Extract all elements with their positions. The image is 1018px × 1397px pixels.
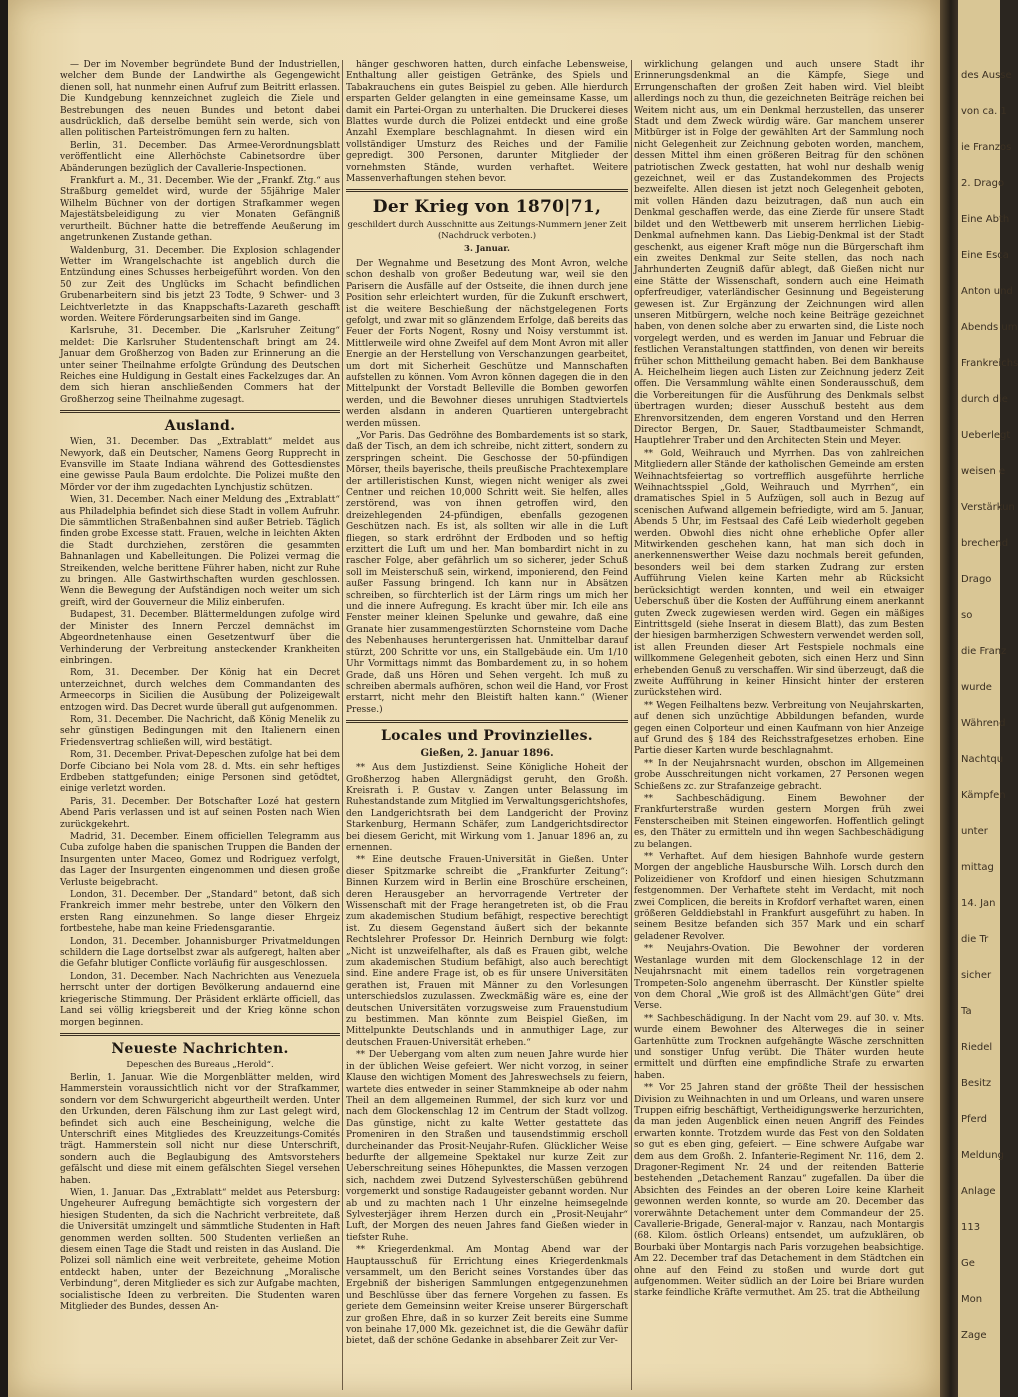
article-paragraph: — Der im November begründete Bund der Industriellen, welcher dem Bunde der Landwirthe als Gegengewicht dienen soll, hat nunmehr einen Aufruf zum Beitritt erlassen. Die Kundgebung kennzeichnet zugleich die Ziele und Bestrebungen des neuen Bundes und betont dabei ausdrücklich, daß derselbe bemüht sein werde, sich von allen politischen Parteiströmungen fern zu halten. (60, 60, 340, 139)
adjacent-page-fragment: brechend (961, 538, 1009, 549)
adjacent-page-fragment: Abends um (961, 322, 1018, 333)
scan-edge (0, 0, 8, 1397)
adjacent-page-fragment: Ueberlegt (961, 430, 1011, 441)
article-paragraph: Frankfurt a. M., 31. December. Wie der „Frankf. Ztg.“ aus Straßburg gemeldet wird, wurde der 55jährige Maler Wilhelm Büchner von der dortigen Strafkammer wegen Majestätsbeleidigung zu vier Monaten Gefängniß verurtheilt. Büchner hatte die betreffende Aeußerung im angetrunkenen Zustande gethan. (60, 176, 340, 244)
adjacent-page-fragment: ie Franzos (961, 142, 1012, 153)
article-paragraph: Budapest, 31. December. Blättermeldungen zufolge wird der Minister des Innern Perczel demnächst im Abgeordnetenhause einen Gesetzentwurf über die Verhinderung der Verbreitung ansteckender Krankheiten einbringen. (60, 610, 340, 666)
article-paragraph: Madrid, 31. December. Einem officiellen Telegramm aus Cuba zufolge haben die spanischen Truppen die Banden der Insurgenten unter Maceo, Gomez und Rodriguez verfolgt, das Lager der Insurgenten eingenommen und diesen große Verluste beigebracht. (60, 832, 340, 888)
article-paragraph: London, 31. December. Der „Standard“ betont, daß sich Frankreich immer mehr bestrebe, unter den Völkern den ersten Rang einzunehmen. So lange dieser Ehrgeiz fortbestehe, habe man keine Friedensgarantie. (60, 890, 340, 935)
article-paragraph: Berlin, 1. Januar. Wie die Morgenblätter melden, wird Hammerstein voraussichtlich nicht vor der Strafkammer, sondern vor dem Schwurgericht abgeurtheilt werden. Unter den Urkunden, deren Fälschung ihm zur Last gelegt wird, befindet sich auch eine Bescheinigung, welche die Unterschrift eines Mitgliedes des Kreuzzeitungs-Comités trägt. Hammerstein soll nicht nur diese Unterschrift, sondern auch die Beglaubigung des Amtsvorstehers gefälscht und diese mit einem gefälschten Siegel versehen haben. (60, 1072, 340, 1186)
newspaper-page (8, 0, 940, 1397)
adjacent-page-fragment: des Ausse (961, 70, 1012, 81)
adjacent-page-fragment: Besitz (961, 1078, 992, 1089)
adjacent-page-fragment: Frankreichs (961, 358, 1018, 369)
krieg-heading: Der Krieg von 1870|71, (372, 197, 602, 218)
section-divider (346, 189, 628, 192)
article-paragraph: Waldenburg, 31. December. Die Explosion schlagender Wetter im Wrangelschachte ist angeblich durch die Entzündung eines Schusses herbeigeführt worden. Von den 50 zur Zeit des Unglücks im Schacht befindlichen Grubenarbeitern sind bis jetzt 23 Todte, 9 Schwer- und 3 Leichtverletzte in das Knappschafts-Lazareth geschafft worden. Weitere Förderungsarbeiten sind im Gange. (60, 245, 340, 324)
adjacent-page-fragment: Ta (961, 1006, 972, 1017)
adjacent-page-fragment: von ca. 1 (961, 106, 1007, 117)
column-2 (346, 60, 628, 1390)
article-paragraph: Rom, 31. December. Privat-Depeschen zufolge hat bei dem Dorfe Cibciano bei Nola vom 28. d. Mts. ein sehr heftiges Erdbeben stattgefunden; einige Personen sind getödtet, einige verletzt worden. (60, 750, 340, 795)
article-paragraph: ** Eine deutsche Frauen-Universität in Gießen. Unter dieser Spitzmarke schreibt die „Frankfurter Zeitung“: Binnen Kurzem wird in Berlin eine Broschüre erscheinen, deren Herausgeber an hervorragende Vertreter der Wissenschaft mit der Frage herangetreten ist, ob die Frau zum akademischen Studium befähigt, respective berechtigt ist. Zu diesem Gegenstand äußert sich der bekannte Rechtslehrer Professor Dr. Heinrich Dernburg wie folgt: „Nicht ist unzweifelhafter, als daß es Frauen gibt, welche zum akademischen Studium befähigt, also auch berechtigt sind. Eine andere Frage ist, ob es für unsere Universitäten gerathen ist, Frauen mit Männer zu den Vorlesungen unterschiedslos zuzulassen. Zweckmäßig wäre es, eine der deutschen Universitäten vorzugsweise zum Frauenstudium zu bestimmen. Man könnte zum Beispiel Gießen, im Mittelpunkte Deutschlands und in anmuthiger Lage, zur deutschen Frauen-Universität erheben.“ (346, 855, 628, 1048)
adjacent-page-fragment: die Franz (961, 646, 1007, 657)
adjacent-page-fragment: Zage (961, 1330, 987, 1341)
adjacent-page-fragment: 2. Drago (961, 178, 1005, 189)
adjacent-page-fragment: Verstärkun (961, 502, 1015, 513)
adjacent-page-fragment: unter (961, 826, 988, 837)
ausland-heading: Ausland. (164, 418, 236, 435)
ausland-articles (60, 437, 340, 1029)
adjacent-page-fragment: Eine Esca (961, 250, 1009, 261)
article-paragraph: Berlin, 31. December. Das Armee-Verordnungsblatt veröffentlicht eine Allerhöchste Cabinetsordre über Abänderungen bezüglich der Cavallerie-Inspectionen. (60, 140, 340, 174)
article-paragraph: Karlsruhe, 31. December. Die „Karlsruher Zeitung“ meldet: Die Karlsruher Studentenschaft bringt am 24. Januar dem Großherzog von Baden zur Erinnerung an die unter seiner Theilnahme erfolgte Gründung des Deutschen Reiches eine Huldigung in Gestalt eines Fackelzuges dar. An dem sich hieran anschließenden Commers hat der Großherzog seine Theilnahme zugesagt. (60, 326, 340, 405)
section-divider (60, 410, 340, 413)
column-1 (60, 60, 340, 1390)
column-rule (342, 60, 343, 1390)
locales-dateline: Gießen, 2. Januar 1896. (420, 748, 554, 760)
adjacent-page-fragment: Anton und (961, 286, 1013, 297)
column-rule (631, 60, 632, 1390)
col1-top-articles (60, 60, 340, 406)
adjacent-page-fragment: 14. Jan (961, 898, 996, 909)
section-divider (60, 1033, 340, 1036)
adjacent-page-fragment: Pferd (961, 1114, 987, 1125)
krieg-subheading: geschildert durch Ausschnitte aus Zeitungs-Nummern jener Zeit (Nachdruck verboten.) (347, 220, 627, 242)
adjacent-page-fragment: Anlage (961, 1186, 996, 1197)
neueste-heading: Neueste Nachrichten. (111, 1040, 289, 1057)
article-paragraph: wirklichung gelangen und auch unsere Stadt ihr Erinnerungsdenkmal an die Kämpfe, Siege und Errungenschaften der großen Zeit haben wird. Viel bleibt allerdings noch zu thun, die gezeichneten Beiträge reichen bei Weitem nicht aus, um ein Denkmal herzustellen, das unserer Stadt und dem Zweck würdig wäre. Gar manchem unserer Mitbürger ist in Folge der gewählten Art der Sammlung noch nicht Gelegenheit zur Zeichnung geboten worden, manchem, dessen Mittel ihm einen größeren Beitrag für den schönen patriotischen Zweck gestatten, hat wohl nur deshalb wenig gezeichnet, weil er das Zustandekommen des Projects bezweifelte. Allen diesen ist jetzt noch Gelegenheit geboten, mit vollen Händen dazu beizutragen, daß nun auch ein Denkmal geschaffen werde, das eine Zierde für unsere Stadt bildet und den Wettbewerb mit unserem herrlichen Liebig-Denkmal aufnehmen kann. Das Liebig-Denkmal ist der Stadt geschenkt, aus eigener Kraft möge nun die Bürgerschaft ihm ein zweites Denkmal zur Seite stellen, das noch nach Jahrhunderten Zeugniß dafür ablegt, daß Gießen nicht nur eine Stätte der Wissenschaft, sondern auch eine Heimath opferfreudiger, vaterländischer Gesinnung und Begeisterung gewesen ist. Zur Ergänzung der Zeichnungen wird allen unseren Mitbürgern, welche noch keine Beiträge gezeichnet haben, von denen solche aber zu erwarten sind, die Liste noch vorgelegt werden, und es werden im Januar und Februar die festlichen Veranstaltungen stattfinden, von denen wir bereits früher schon Mittheilung gemacht haben. Bei dem Bankhause A. Heichelheim liegen auch Listen zur Zeichnung jederz Zeit offen. Die Versammlung wählte einen Sonderausschuß, dem die Vorbereitungen für die Ausführung des Denkmals selbst übertragen wurden; dieser Ausschuß besteht aus dem Ehrenvorsitzenden, dem engeren Vorstand und den Herren Director Bergen, Dr. Sauer, Stadtbaumeister Schmandt, Hauptlehrer Traber und den Architecten Stein und Meyer. (634, 60, 924, 447)
locales-heading: Locales und Provinzielles. (381, 728, 593, 745)
article-paragraph: ** In der Neujahrsnacht wurden, obschon im Allgemeinen grobe Ausschreitungen nicht vorkamen, 27 Personen wegen Schießens zc. zur Strafanzeige gebracht. (634, 758, 924, 792)
article-paragraph: ** Gold, Weihrauch und Myrrhen. Das von zahlreichen Mitgliedern aller Stände der katholischen Gemeinde am ersten Weihnachtsfeiertag so vortrefflich ausgeführte herrliche Weihnachtsspiel „Gold, Weihrauch und Myrrhen“, ein dramatisches Spiel in 5 Aufzügen, soll auch in Bezug auf scenischen Aufwand allgemein befriedigte, wird am 5. Januar, Abends 5 Uhr, im Festsaal des Café Leib wiederholt gegeben werden. Obwohl dies nicht ohne erhebliche Opfer aller Mitwirkenden geschehen kann, hat man sich doch in anerkennenswerther Weise dazu nochmals bereit gefunden, besonders weil bei dem starken Zudrang zur ersten Aufführung Vielen keine Karten mehr ab Rücksicht berücksichtigt werden konnten, und weil ein etwaiger Ueberschuß über die Kosten der Aufführung einem anerkannt guten Zweck zugewiesen werden wird. Gegen ein mäßiges Eintrittsgeld (siehe Inserat in diesem Blatt), das zum Besten der hiesigen barmherzigen Schwestern verwendet werden soll, ist allen Freunden dieser Art Festspiele nochmals eine willkommene Gelegenheit geboten, sich einen Herz und Sinn erhebenden Genuß zu verschaffen. Wir sind überzeugt, daß die zweite Aufführung in keiner Hinsicht hinter der ersteren zurückstehen wird. (634, 448, 924, 699)
article-paragraph: hänger geschworen hatten, durch einfache Lebensweise, Enthaltung aller geistigen Getränke, des Spiels und Tabakrauchens ein gutes Beispiel zu geben. Alle hierdurch ersparten Gelder gelangten in eine gemeinsame Kasse, um damit ein Partei-Organ zu unterhalten. Die Druckerei dieses Blattes wurde durch die Polizei entdeckt und eine große Anzahl Exemplare beschlagnahmt. In diesen wird ein vollständiger Umsturz des Reiches und der Familie gepredigt. 300 Personen, darunter Mitglieder der vornehmsten Stände, wurden verhaftet. Weitere Massenverhaftungen stehen bevor. (346, 60, 628, 185)
locales-articles (346, 763, 628, 1348)
article-paragraph: Wien, 1. Januar. Das „Extrablatt“ meldet aus Petersburg: Ungeheurer Aufregung bemächtigte sich vorgestern der hiesigen Studenten, da sich die Nachricht verbreitete, daß die Universität umzingelt und sämmtliche Studenten in Haft genommen werden sollten. 500 Studenten verließen an diesem einen Tage die Stadt und reisten in das Ausland. Die Polizei soll nämlich eine weit verbreitete, geheime Motion entdeckt haben, unter der Bezeichnung „Moralische Verbindung“, deren Mitglieder es sich zur Aufgabe machten, socialistische Ideen zu verbreiten. Die Studenten waren Mitglieder des Bundes, dessen An- (60, 1187, 340, 1313)
adjacent-page-fragment: Ge (961, 1258, 975, 1269)
krieg-articles (346, 259, 628, 716)
adjacent-page-fragment: Mon (961, 1294, 983, 1305)
adjacent-page-fragment: mittag (961, 862, 994, 873)
section-divider (346, 720, 628, 723)
article-paragraph: ** Sachbeschädigung. In der Nacht vom 29. auf 30. v. Mts. wurde einem Bewohner des Alterweges die in seiner Gartenhütte zum Trocknen aufgehängte Wäsche zerschnitten und sonstiger Unfug verübt. Die Thäter wurden heute ermittelt und dürften eine empfindliche Strafe zu erwarten haben. (634, 1013, 924, 1081)
article-paragraph: ** Verhaftet. Auf dem hiesigen Bahnhofe wurde gestern Morgen der angebliche Hausbursche Wilh. Lorsch durch den Polizeidiener von Krofdorf und einen hiesigen Schutzmann festgenommen. Der Verhaftete steht im Verdacht, mit noch zwei Complicen, die bereits in Krofdorf verhaftet waren, einen größeren Gelddiebstahl in Frankfurt ausgeführt zu haben. In seinem Besitze befanden sich 357 Mark und ein scharf geladener Revolver. (634, 852, 924, 942)
adjacent-page-fragment: 113 (961, 1222, 981, 1233)
article-paragraph: ** Vor 25 Jahren stand der größte Theil der hessischen Division zu Weihnachten in und um Orleans, und waren unsere Truppen eifrig beschäftigt, Vertheidigungswerke herzurichten, da man jeden Augenblick einen neuen Angriff des Feindes erwarten konnte. Trotzdem wurde das Fest von den Soldaten so gut es eben ging, gefeiert. — Eine schwere Aufgabe war dem aus dem Großh. 2. Infanterie-Regiment Nr. 116, dem 2. Dragoner-Regiment Nr. 24 und der reitenden Batterie bestehenden „Detachement Ranzau“ zugefallen. Da über die Absichten des Feindes an der oberen Loire keine Klarheit gewonnen werden konnte, so wurde am 20. December das vorerwähnte Detachement unter dem Commandeur der 25. Cavallerie-Brigade, General-major v. Ranzau, nach Montargis (68. Kilom. östlich Orleans) entsendet, um aufzuklären, ob Bourbaki über Montargis nach Paris vorzugehen beabsichtige. Am 22. December traf das Detachement in dem Städtchen ein ohne auf den Feind zu stoßen und wurde dort gut aufgenommen. Weiter südlich an der Loire bei Briare wurden starke feindliche Kräfte vermuthet. Am 25. trat die Abtheilung (634, 1083, 924, 1299)
adjacent-page-edge (958, 0, 1018, 1397)
adjacent-page-fragment: sicher (961, 970, 992, 981)
article-paragraph: ** Der Uebergang vom alten zum neuen Jahre wurde hier in der üblichen Weise gefeiert. Wer nicht vorzog, in seiner Klause den wichtigen Moment des Jahreswechsels zu feiern, wartete dies entweder in seiner Stammkneipe ab oder nahm Theil an dem allgemeinen Rummel, der sich kurz vor und nach dem Glockenschlag 12 im Centrum der Stadt vollzog. Das günstige, nicht zu kalte Wetter gestattete das Promeniren in den Straßen und tausendstimmig erscholl durcheinander das Prosit-Neujahr-Rufen. Glücklicher Weise bedurfte der allgemeine Spektakel nur kurze Zeit zur Ueberschreitung seines Höhepunktes, die Massen verzogen sich, nachdem zwei Dutzend Sylvesterschüßen gebührend vorgemerkt und sonstige Radaugeister gebannt worden. Nur ab und zu machten nach 1 Uhr einzelne heimsegelnde Sylvesterjäger ihrem Herzen durch ein „Prosit-Neujahr“ Luft, der Morgen des neuen Jahres fand Gießen wieder in tiefster Ruhe. (346, 1050, 628, 1243)
adjacent-page-fragment: Drago (961, 574, 992, 585)
article-paragraph: ** Neujahrs-Ovation. Die Bewohner der vorderen Westanlage wurden mit dem Glockenschlage 12 in der Neujahrsnacht mit einem tadellos rein vorgetragenen Trompeten-Solo angenehm überrascht. Der Künstler spielte von dem Choral „Wie groß ist des Allmächt'gen Güte“ drei Verse. (634, 944, 924, 1012)
article-paragraph: ** Aus dem Justizdienst. Seine Königliche Hoheit der Großherzog haben Allergnädigst geruht, den Großh. Kreisrath i. P. Gustav v. Zangen unter Belassung im Ruhestandstande zum Mitglied im Verwaltungsgerichtshofes, den Landgerichtsrath bei dem Landgericht der Provinz Starkenburg, Hermann Schäfer, zum Landgerichtsdirector bei diesem Gericht, mit Wirkung vom 1. Januar 1896 an, zu ernennen. (346, 763, 628, 853)
adjacent-page-fragment: Während (961, 718, 1006, 729)
adjacent-page-fragment: wurde (961, 682, 992, 693)
article-paragraph: ** Sachbeschädigung. Einem Bewohner der Frankfurterstraße wurden gestern Morgen früh zwei Fensterscheiben mit Steinen eingeworfen. Hoffentlich gelingt es, den Thäter zu ermitteln und ihn wegen Sachbeschädigung zu belangen. (634, 794, 924, 850)
adjacent-page-fragment: die Tr (961, 934, 989, 945)
article-paragraph: Rom, 31. December. Die Nachricht, daß König Menelik zu sehr günstigen Bedingungen mit den Italienern einen Friedensvertrag schließen will, wird bestätigt. (60, 714, 340, 748)
adjacent-page-fragment: Meldung (961, 1150, 1004, 1161)
adjacent-page-fragment: durch die (961, 394, 1008, 405)
article-paragraph: Paris, 31. December. Der Botschafter Lozé hat gestern Abend Paris verlassen und ist auf seinen Posten nach Wien zurückgekehrt. (60, 796, 340, 830)
article-paragraph: Wien, 31. December. Das „Extrablatt“ meldet aus Newyork, daß ein Deutscher, Namens Georg Rupprecht in Evansville im Staate Indiana während des Gottesdienstes eine gewisse Paula Baum erdolchte. Die Polizei mußte den Mörder vor der ihm zugedachten Lynchjustiz schützen. (60, 437, 340, 493)
adjacent-page-fragment: Kämpfen (961, 790, 1006, 801)
adjacent-page-fragment: weisen e (961, 466, 1006, 477)
neueste-articles (60, 1073, 340, 1314)
krieg-date: 3. Januar. (464, 244, 510, 255)
book-gutter (940, 0, 958, 1397)
adjacent-page-fragment: so (961, 610, 973, 621)
col2-top-articles (346, 60, 628, 185)
neueste-subheading: Depeschen des Bureaus „Herold“. (126, 1059, 274, 1070)
article-paragraph: ** Wegen Feilhaltens bezw. Verbreitung von Neujahrskarten, auf denen sich unzüchtige Abbildungen befanden, wurde gegen einen Colporteur und einen Kaufmann von hier Anzeige auf Grund des § 184 des Reichsstrafgesetzes erhoben. Eine Partie dieser Karten wurde beschlagnahmt. (634, 700, 924, 757)
article-paragraph: Der Wegnahme und Besetzung des Mont Avron, welche schon deshalb von großer Bedeutung war, weil sie den Parisern die Ausfälle auf der Ostseite, die ihnen durch jene Position sehr erleichtert wurden, für die Zukunft erschwert, ist die weitere Beschießung der nächstgelegenen Forts gefolgt, und zwar mit so glänzendem Erfolge, daß bereits das Feuer der Forts Nogent, Rosny und Noisy verstummt ist. Mittlerweile wird ohne Zweifel auf dem Mont Avron mit aller Energie an der Herstellung von Verschanzungen gearbeitet, um dort mit Sicherheit Geschütze und Mannschaften aufstellen zu können. Vom Avron können dagegen die in den Mittelpunkt der Vorstadt Belleville die Bomben geworfen werden, und die Bewohner dieses unruhigen Stadtviertels werden alsdann in anderen Quartieren untergebracht werden müssen. (346, 258, 628, 429)
article-paragraph: „Vor Paris. Das Gedröhne des Bombardements ist so stark, daß der Tisch, an dem ich schreibe, nicht zittert, sondern zu zerspringen scheint. Die Geschosse der 50-pfündigen Mörser, theils bayerische, theils preußische Prachtexemplare der artilleristischen Kunst, wiegen nicht weniger als zwei Centner und reichen 10,000 Schritt weit. Sie helfen, alles zerstörend, was von ihnen getroffen wird, den dreizehlegenden 24-pfündigen, ebenfalls gezogenen Geschützen nach. Es ist, als sollten wir alle in die Luft fliegen, so stark erdröhnt der Erdboden und so heftig erzittert die Luft um und her. Man bombardirt nicht in zu rascher Folge, aber gefährlich um so sicherer, jeder Schuß soll im Meisterschuß sein, wirkend, imponierend, den Feind außer Fassung bringend. Ich kann nur in Absätzen schreiben, so fürchterlich ist der Lärm rings um mich her und die innere Aufregung. Es kracht über mir. Ich eile ans Fenster meiner kleinen Spelunke und gewahre, daß eine Granate hier zusammengestürzten Schornsteine vom Dache des Nebenhauses heruntergerissen hat. Unmittelbar darauf stürzt, 200 Schritte vor uns, ein Stallgebäude ein. Um 1/10 Uhr Vormittags nimmt das Bombardement zu, in so hohem Grade, daß uns Hören und Sehen vergeht. Ich muß zu schreiben abermals aufhören, schon weil die Hand, vor Frost erstarrt, nicht mehr den Bleistift halten kann.“ (Wiener Presse.) (346, 430, 628, 715)
adjacent-page-fragment: Eine Abth (961, 214, 1010, 225)
adjacent-page-fragment: Nachtqu (961, 754, 1004, 765)
article-paragraph: London, 31. December. Nach Nachrichten aus Venezuela herrscht unter der dortigen Bevölkerung andauernd eine kriegerische Stimmung. Der Präsident erklärte officiell, das Land sei völlig kriegsbereit und der Krieg könne schon morgen beginnen. (60, 971, 340, 1028)
column-3 (634, 60, 924, 1390)
adjacent-page-fragment: Riedel (961, 1042, 993, 1053)
col3-articles (634, 60, 924, 1300)
article-paragraph: Rom, 31. December. Der König hat ein Decret unterzeichnet, durch welches dem Commandanten des Armeecorps in Sicilien die Ausübung der Polizeigewalt entzogen wird. Das Decret wurde überall gut aufgenommen. (60, 668, 340, 713)
article-paragraph: London, 31. December. Johannisburger Privatmeldungen schildern die Lage dortselbst zwar als aufgeregt, halten aber die Gefahr blutiger Conflicte vorläufig für ausgeschlossen. (60, 936, 340, 970)
article-paragraph: ** Kriegerdenkmal. Am Montag Abend war der Hauptausschuß für Errichtung eines Kriegerdenkmals versammelt, um den Bericht seines Vorstandes über das Ergebniß der bisherigen Sammlungen entgegenzunehmen und Beschlüsse über das fernere Vorgehen zu fassen. Es geriete dem Gemeinsinn weiter Kreise unserer Bürgerschaft zur großen Ehre, daß in so kurzer Zeit bereits eine Summe von beinahe 17,000 Mk. gezeichnet ist, die die Gewähr dafür bietet, daß der schöne Gedanke in absehbarer Zeit zur Ver- (346, 1245, 628, 1347)
article-paragraph: Wien, 31. December. Nach einer Meldung des „Extrablatt“ aus Philadelphia befindet sich diese Stadt in vollem Aufruhr. Die sämmtlichen Straßenbahnen sind außer Betrieb. Täglich finden grobe Excesse statt. Frauen, welche in leichten Akten die Stadt durchziehen, zerstören die gesammten Bahnanlagen und Kabelleitungen. Die Polizei vermag die Streikenden, welche berittene Führer haben, nicht zur Ruhe zu bringen. Alle Gastwirthschaften wurden geschlossen. Wenn die Bewegung der Aufständigen noch weiter um sich greift, wird der Gouverneur die Miliz einberufen. (60, 495, 340, 608)
